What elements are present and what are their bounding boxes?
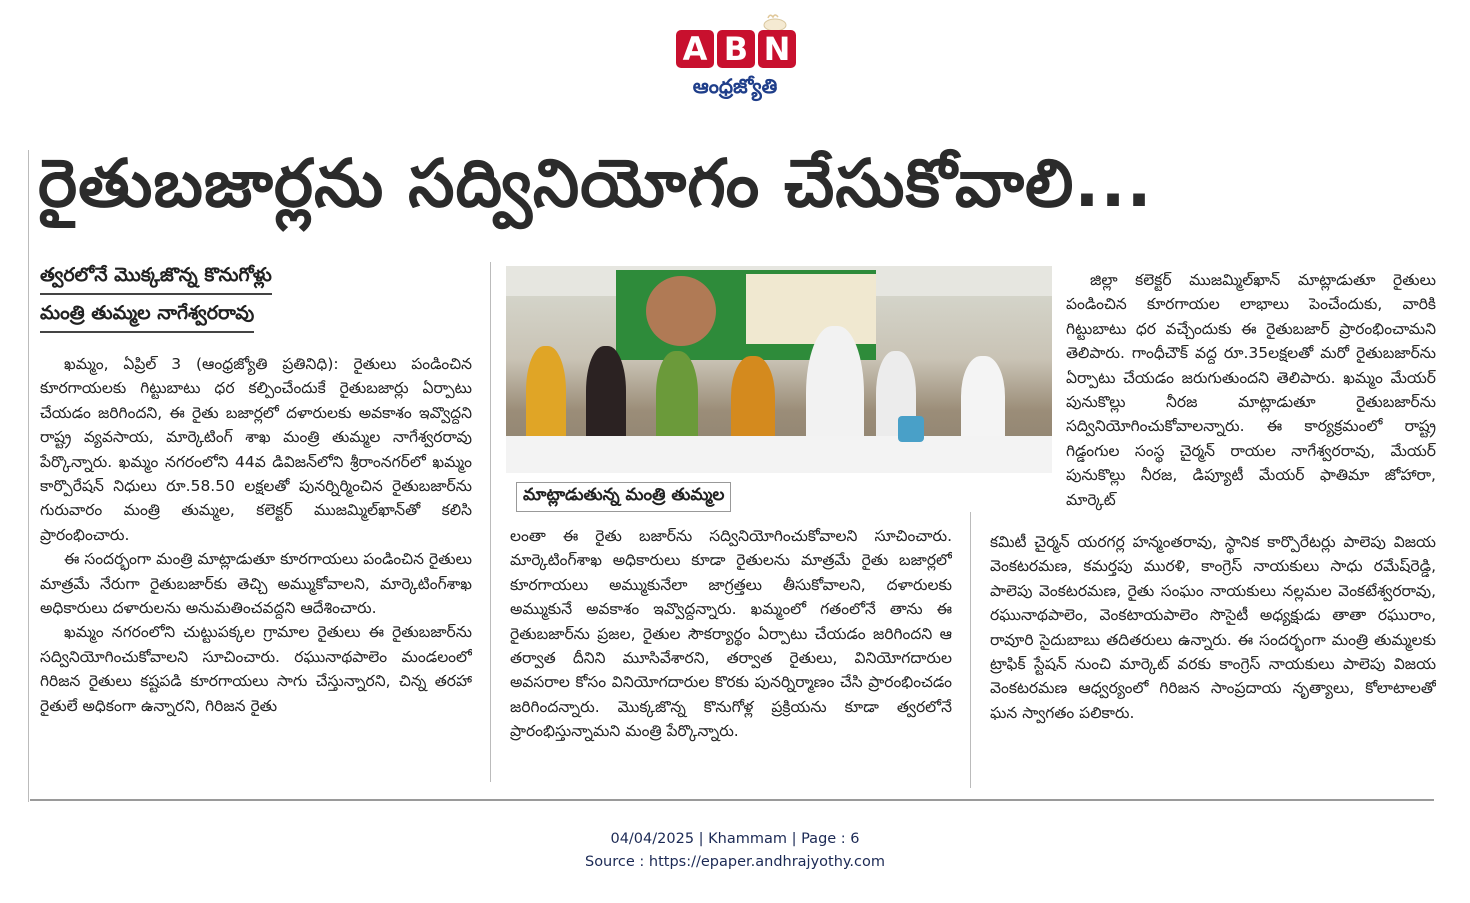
potted-plant	[898, 416, 924, 442]
logo-letter-a: A	[676, 30, 714, 68]
article-column-1	[40, 352, 472, 782]
article-headline: రైతుబజార్లను సద్వినియోగం చేసుకోవాలి...	[38, 145, 1153, 222]
person	[656, 351, 698, 446]
article-column-3	[1066, 268, 1436, 522]
column-divider	[490, 262, 491, 782]
person	[526, 346, 566, 446]
footer-source: Source : https://epaper.andhrajyothy.com	[584, 854, 886, 870]
stage-table	[506, 436, 1052, 473]
paragraph: కమిటీ చైర్మన్ యరగర్ల హన్మంతరావు, స్థానిక కార్పొరేటర్లు పాలెపు విజయ వెంకటరమణ, కమర్తపు మురళి, కాంగ్రెస్ నాయకులు సాధు రమేష్‌రెడ్డి, పాలెపు వెంకటరమణ, రైతు సంఘం నాయకులు నల్లమల వెంకటేశ్వరరావు, రఘునాథపాలెం, వెంకటాయపాలెం సొసైటీ అధ్యక్షుడు తాతా రఘురాం, రావూరి సైదుబాబు తదితరులు ఉన్నారు. ఈ సందర్భంగా మంత్రి తుమ్మలకు ట్రాఫిక్ స్టేషన్ నుంచి మార్కెట్ వరకు కాంగ్రెస్ నాయకులు పాలెపు విజయ వెంకటరమణ ఆధ్వర్యంలో గిరిజన సాంప్రదాయ నృత్యాలు, కోలాటాలతో ఘన స్వాగతం పలికారు.	[990, 533, 1436, 722]
person	[961, 356, 1005, 446]
paragraph: ఖమ్మం, ఏప్రిల్ 3 (ఆంధ్రజ్యోతి ప్రతినిధి): రైతులు పండించిన కూరగాయలకు గిట్టుబాటు ధర కల్పించేందుకే రైతుబజార్లు ఏర్పాటు చేయడం జరిగిందని, ఈ రైతు బజార్లలో దళారులకు అవకాశం ఇవ్వొద్దని రాష్ట్ర వ్యవసాయ, మార్కెటింగ్ శాఖ మంత్రి తుమ్మల నాగేశ్వరరావు పేర్కొన్నారు. ఖమ్మం నగరంలోని 44వ డివిజన్‌లోని శ్రీరాంనగర్‌లో ఖమ్మం కార్పొరేషన్ నిధులు రూ.58.50 లక్షలతో పునర్నిర్మించిన రైతుబజార్‌ను గురువారం మంత్రి తుమ్మల, కలెక్టర్ ముజమ్మిల్‌ఖాన్‌తో కలిసి ప్రారంభించారు.	[40, 355, 472, 544]
paragraph: ఈ సందర్భంగా మంత్రి మాట్లాడుతూ కూరగాయలు పండించిన రైతులు మాత్రమే నేరుగా రైతుబజార్‌కు తెచ్చి అమ్ముకోవాలని, మార్కెటింగ్‌శాఖ అధికారులు దళారులను అనుమతించవద్దని ఆదేశించారు.	[40, 550, 472, 618]
article-column-2	[510, 524, 952, 788]
person	[731, 356, 775, 446]
article-column-4	[990, 530, 1436, 774]
left-margin-rule	[28, 150, 29, 802]
logo-letter-b: B	[717, 30, 755, 68]
photo-caption: మాట్లాడుతున్న మంత్రి తుమ్మల	[516, 482, 731, 512]
footer-rule	[30, 799, 1434, 801]
paragraph: ఖమ్మం నగరంలోని చుట్టుపక్కల గ్రామాల రైతులు ఈ రైతుబజార్‌ను సద్వినియోగించుకోవాలని సూచించారు. రఘునాథపాలెం మండలంలో గిరిజన రైతులు కష్టపడి కూరగాయలు సాగు చేస్తున్నారని, చిన్న తరహా రైతులే అధికంగా ఉన్నారని, గిరిజన రైతు	[40, 623, 472, 715]
footer-date-page: 04/04/2025 | Khammam | Page : 6	[610, 831, 860, 847]
paragraph: లంతా ఈ రైతు బజార్‌ను సద్వినియోగించుకోవాలని సూచించారు. మార్కెటింగ్‌శాఖ అధికారులు కూడా రైతులను మాత్రమే రైతు బజార్లలో కూరగాయలు అమ్ముకునేలా జాగ్రత్తలు తీసుకోవాలని, దళారులకు అమ్ముకునే అవకాశం ఇవ్వొద్దన్నారు. ఖమ్మంలో గతంలోనే తాను ఈ రైతుబజార్‌ను ప్రజల, రైతుల సౌకర్యార్థం ఏర్పాటు చేయడం జరిగిందని ఆ తర్వాత దీనిని మూసివేశారని, తర్వాత రైతులు, వినియోగదారుల అవసరాల కోసం వినియోగదారుల కొరకు పునర్నిర్మాణం చేసి ప్రారంభించడం జరిగిందన్నారు. మొక్కజొన్న కొనుగోళ్ల ప్రక్రియను కూడా త్వరలోనే ప్రారంభిస్తున్నామని మంత్రి పేర్కొన్నారు.	[510, 527, 952, 741]
person	[586, 346, 626, 446]
paragraph: జిల్లా కలెక్టర్ ముజమ్మిల్‌ఖాన్ మాట్లాడుతూ రైతులు పండించిన కూరగాయల లాభాలు పెంచేందుకు, వారికి గిట్టుబాటు ధర వచ్చేందుకు ఈ రైతుబజార్ ప్రారంభించామని తెలిపారు. గాంధీచౌక్ వద్ద రూ.35లక్షలతో మరో రైతుబజార్‌ను ఏర్పాటు చేయడం జరుగుతుందని తెలిపారు. ఖమ్మం మేయర్ పునుకొల్లు నీరజ మాట్లాడుతూ రైతుబజార్‌ను సద్వినియోగించుకోవాలన్నారు. ఈ కార్యక్రమంలో రాష్ట్ర గిడ్డంగుల సంస్థ చైర్మన్ రాయల నాగేశ్వరరావు, మేయర్ పునుకొల్లు నీరజ, డిప్యూటీ మేయర్ ఫాతిమా జోహారా, మార్కెట్	[1066, 271, 1436, 509]
abn-logo	[672, 8, 802, 100]
article-photo	[506, 266, 1052, 473]
logo-letter-n: N	[758, 30, 796, 68]
banner-sign	[746, 274, 876, 344]
subhead-minister-name: మంత్రి తుమ్మల నాగేశ్వరరావు	[40, 302, 254, 333]
column-divider	[970, 512, 971, 788]
logo-subtitle: ఆంధ్రజ్యోతి	[692, 74, 778, 98]
banner-portrait	[646, 276, 716, 346]
subhead-maize-purchase: త్వరలోనే మొక్కజొన్న కొనుగోళ్లు	[40, 264, 272, 295]
